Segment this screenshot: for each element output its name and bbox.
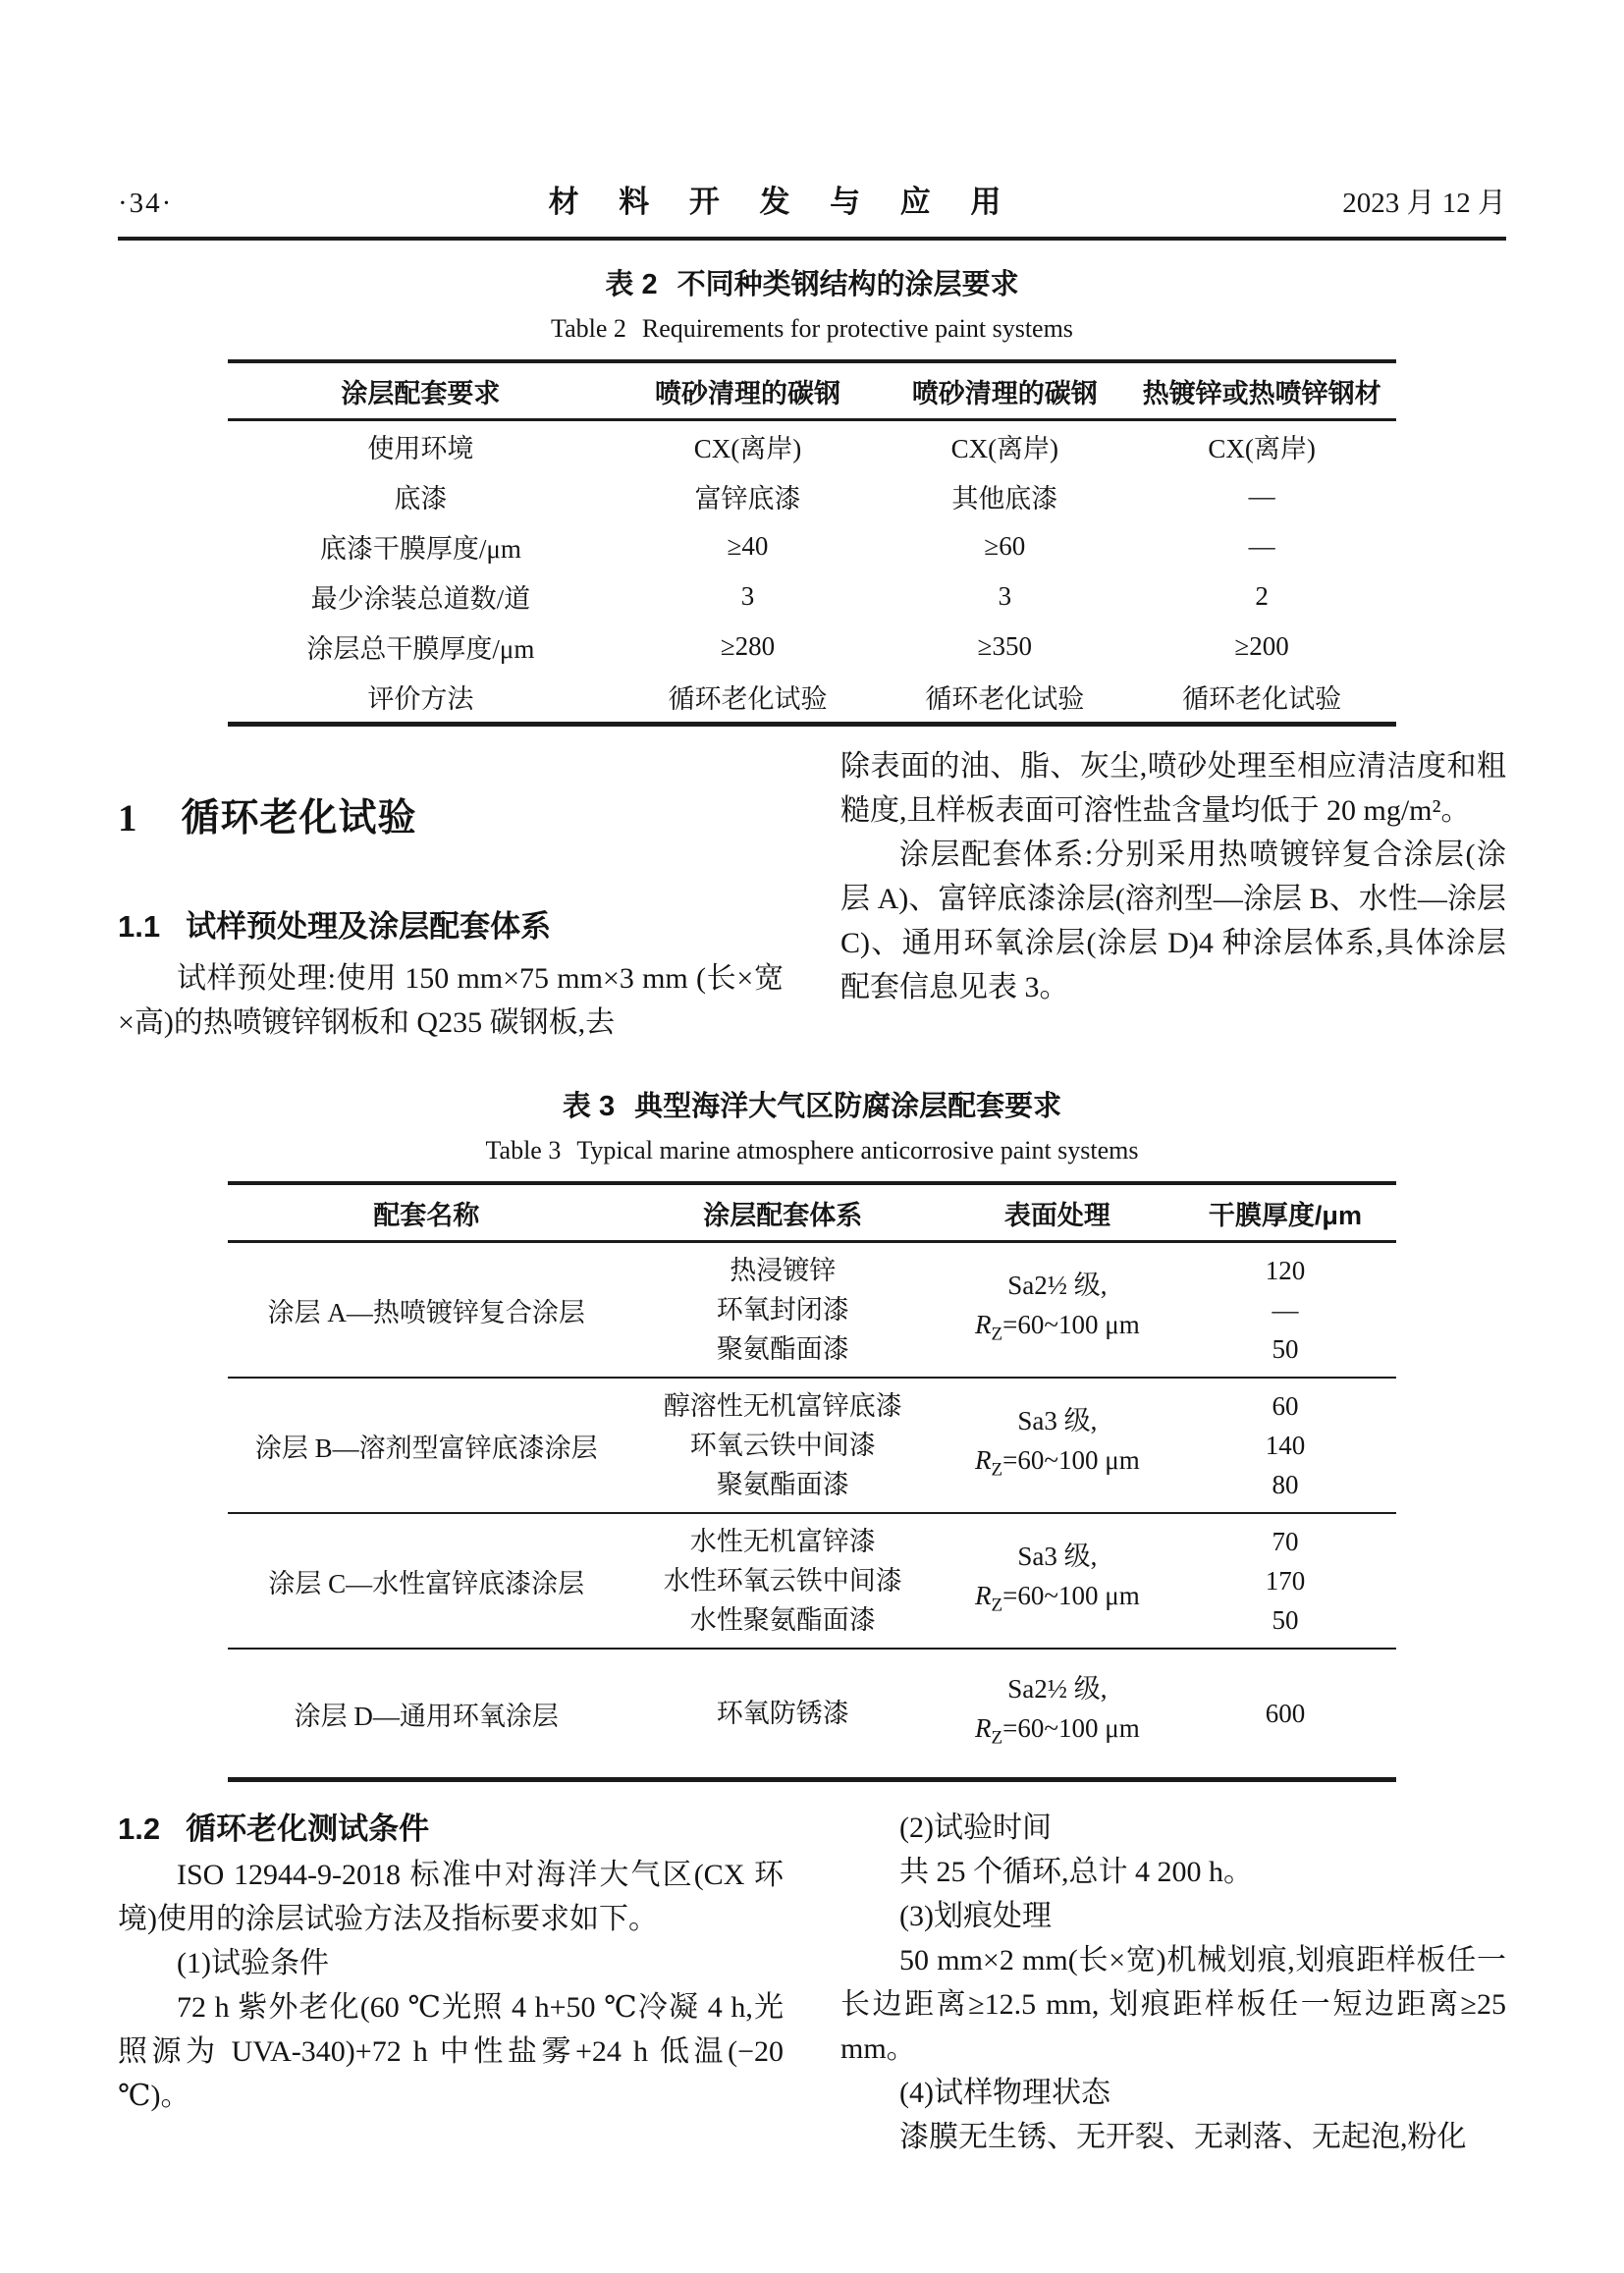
table2-header-cell: 喷砂清理的碳钢 xyxy=(882,361,1127,420)
table3-title-zh-text: 典型海洋大气区防腐涂层配套要求 xyxy=(634,1091,1062,1122)
lower-right-column xyxy=(840,1806,1506,2159)
thickness-cell xyxy=(1174,1378,1396,1513)
thickness-cell xyxy=(1174,1242,1396,1379)
table3-group-row xyxy=(228,1242,1396,1379)
section-1-2-heading xyxy=(118,1806,784,1853)
list-item: (4)试样物理状态 xyxy=(899,2077,1110,2109)
table3 xyxy=(228,1181,1396,1782)
surface-treatment-cell xyxy=(941,1649,1174,1780)
surface-treatment-cell xyxy=(941,1513,1174,1649)
section-1-1-heading xyxy=(118,903,784,950)
surface-treatment-cell xyxy=(941,1242,1174,1379)
section-1-1-number: 1.1 xyxy=(118,909,161,944)
coating-layer: 醇溶性无机富锌底漆 xyxy=(663,1391,902,1421)
paragraph: 试样预处理:使用 150 mm×75 mm×3 mm (长×宽×高)的热喷镀锌钢板和 Q235 碳钢板,去 xyxy=(118,962,784,1039)
table3-group-row xyxy=(228,1513,1396,1649)
table2-row xyxy=(228,471,1396,521)
table3-label-en: Table 3 xyxy=(485,1136,562,1164)
section-1-2-number: 1.2 xyxy=(118,1812,161,1846)
paragraph: 72 h 紫外老化(60 ℃光照 4 h+50 ℃冷凝 4 h,光照源为 UVA-340)+72 h 中性盐雾+24 h 低温(−20 ℃)。 xyxy=(118,1991,784,2112)
table2-cell: ≥280 xyxy=(720,631,776,661)
list-item: (3)划痕处理 xyxy=(899,1900,1052,1932)
thickness-value: 170 xyxy=(1265,1566,1306,1596)
surface-treatment-cell xyxy=(941,1378,1174,1513)
rz-subscript: Z xyxy=(991,1324,1003,1345)
table2-label-en: Table 2 xyxy=(551,314,626,343)
coatings-cell xyxy=(625,1242,941,1379)
page-number: ·34· xyxy=(118,188,174,219)
rz-value: =60~100 μm xyxy=(1002,1444,1140,1475)
rz-symbol: R xyxy=(975,1309,992,1339)
lower-columns xyxy=(118,1806,1506,2159)
roughness-spec xyxy=(941,1576,1174,1625)
rz-symbol: R xyxy=(975,1444,992,1475)
surface-grade: Sa3 级, xyxy=(1017,1405,1098,1435)
system-name-cell: 涂层 C—水性富锌底漆涂层 xyxy=(268,1568,585,1598)
coating-layer: 水性聚氨酯面漆 xyxy=(689,1605,876,1635)
coating-layer: 环氧防锈漆 xyxy=(716,1699,849,1728)
table2-cell: — xyxy=(1248,531,1275,561)
table2-row xyxy=(228,622,1396,672)
section-1-title: 循环老化试验 xyxy=(181,797,417,839)
table2-header-cell: 热镀锌或热喷锌钢材 xyxy=(1127,361,1396,420)
coating-layer: 环氧云铁中间漆 xyxy=(689,1431,876,1460)
thickness-value: 600 xyxy=(1265,1699,1306,1728)
table2-cell: 底漆干膜厚度/μm xyxy=(319,534,521,564)
header-rule xyxy=(118,237,1506,241)
upper-left-column xyxy=(118,744,784,1045)
table2-cell: CX(离岸) xyxy=(1208,434,1316,463)
rz-subscript: Z xyxy=(991,1595,1003,1616)
table3-title-en-text: Typical marine atmosphere anticorrosive paint systems xyxy=(576,1136,1139,1164)
roughness-spec xyxy=(941,1440,1174,1489)
thickness-value: 80 xyxy=(1272,1470,1299,1499)
table2-title-zh-text: 不同种类钢结构的涂层要求 xyxy=(677,269,1019,300)
table2-cell: 富锌底漆 xyxy=(694,484,801,514)
surface-grade: Sa2½ 级, xyxy=(1007,1673,1108,1704)
table2-row xyxy=(228,420,1396,472)
thickness-value: 140 xyxy=(1265,1431,1306,1460)
system-name-cell: 涂层 B—溶剂型富锌底漆涂层 xyxy=(254,1433,598,1463)
table3-group-row xyxy=(228,1649,1396,1780)
coating-layer: 聚氨酯面漆 xyxy=(716,1470,849,1499)
table2-cell: 2 xyxy=(1255,581,1269,611)
coating-layer: 水性环氧云铁中间漆 xyxy=(663,1566,902,1596)
table3-title-en xyxy=(118,1136,1506,1165)
roughness-spec xyxy=(941,1305,1174,1354)
system-name-cell: 涂层 A—热喷镀锌复合涂层 xyxy=(267,1297,585,1327)
thickness-value: 120 xyxy=(1265,1256,1306,1285)
coatings-cell xyxy=(625,1378,941,1513)
thickness-value: — xyxy=(1272,1295,1299,1325)
rz-subscript: Z xyxy=(991,1727,1003,1749)
list-item: (1)试验条件 xyxy=(177,1947,329,1979)
table2-cell: CX(离岸) xyxy=(693,434,802,463)
table2-title-en-text: Requirements for protective paint systems xyxy=(641,314,1073,343)
table2-cell: 最少涂装总道数/道 xyxy=(310,584,531,614)
rz-symbol: R xyxy=(975,1712,992,1743)
thickness-value: 50 xyxy=(1272,1334,1299,1364)
paragraph: 漆膜无生锈、无开裂、无剥落、无起泡,粉化 xyxy=(899,2121,1467,2153)
table2 xyxy=(228,359,1396,727)
coating-layer: 水性无机富锌漆 xyxy=(689,1527,876,1556)
thickness-cell xyxy=(1174,1649,1396,1780)
issue-date: 2023 月 12 月 xyxy=(1342,188,1506,219)
table2-cell: 循环老化试验 xyxy=(1182,684,1342,714)
rz-value: =60~100 μm xyxy=(1002,1309,1140,1339)
section-1-2-title: 循环老化测试条件 xyxy=(186,1812,430,1846)
table3-header-cell: 表面处理 xyxy=(941,1183,1174,1242)
table2-header-cell: 喷砂清理的碳钢 xyxy=(614,361,883,420)
table3-label-zh: 表 3 xyxy=(562,1091,616,1122)
table2-cell: 循环老化试验 xyxy=(925,684,1085,714)
surface-grade: Sa3 级, xyxy=(1017,1541,1098,1571)
upper-columns xyxy=(118,744,1506,1045)
list-item: (2)试验时间 xyxy=(899,1812,1052,1844)
coatings-cell xyxy=(625,1649,941,1780)
roughness-spec xyxy=(941,1708,1174,1758)
thickness-value: 50 xyxy=(1272,1605,1299,1635)
thickness-value: 60 xyxy=(1272,1391,1299,1421)
table2-cell: ≥350 xyxy=(977,631,1032,661)
table2-cell: 底漆 xyxy=(394,484,448,514)
table3-header-row xyxy=(228,1183,1396,1242)
paragraph: 除表面的油、脂、灰尘,喷砂处理至相应清洁度和粗糙度,且样板表面可溶性盐含量均低于 20 mg/m²。 xyxy=(840,750,1506,827)
section-1-heading xyxy=(118,795,784,842)
coating-layer: 聚氨酯面漆 xyxy=(716,1334,849,1364)
section-1-1-title: 试样预处理及涂层配套体系 xyxy=(186,909,552,944)
table2-title-zh xyxy=(118,262,1506,302)
paragraph: 共 25 个循环,总计 4 200 h。 xyxy=(899,1856,1253,1888)
table3-header-cell: 干膜厚度/μm xyxy=(1174,1183,1396,1242)
rz-symbol: R xyxy=(975,1580,992,1610)
table2-header-cell: 涂层配套要求 xyxy=(228,361,614,420)
table2-row xyxy=(228,571,1396,622)
table3-group-row xyxy=(228,1378,1396,1513)
rz-value: =60~100 μm xyxy=(1002,1580,1140,1610)
table2-cell: ≥200 xyxy=(1234,631,1289,661)
table2-cell: ≥40 xyxy=(727,531,769,561)
table2-cell: — xyxy=(1248,481,1275,511)
surface-grade: Sa2½ 级, xyxy=(1007,1270,1108,1300)
rz-value: =60~100 μm xyxy=(1002,1712,1140,1743)
table3-header-cell: 涂层配套体系 xyxy=(625,1183,941,1242)
table2-cell: CX(离岸) xyxy=(950,434,1059,463)
table2-cell: 循环老化试验 xyxy=(668,684,828,714)
table2-title-en xyxy=(118,314,1506,344)
table2-cell: 3 xyxy=(998,581,1012,611)
table2-row xyxy=(228,672,1396,725)
paragraph: ISO 12944-9-2018 标准中对海洋大气区(CX 环境)使用的涂层试验方法及指标要求如下。 xyxy=(118,1859,784,1935)
coating-layer: 热浸镀锌 xyxy=(730,1256,837,1285)
thickness-value: 70 xyxy=(1272,1527,1299,1556)
table2-cell: 其他底漆 xyxy=(951,484,1058,514)
table2-cell: 3 xyxy=(740,581,755,611)
table2-cell: 涂层总干膜厚度/μm xyxy=(306,634,535,664)
page-header xyxy=(118,177,1506,221)
paragraph: 50 mm×2 mm(长×宽)机械划痕,划痕距样板任一长边距离≥12.5 mm, 划痕距样板任一短边距离≥25 mm。 xyxy=(840,1944,1506,2065)
coating-layer: 环氧封闭漆 xyxy=(716,1295,849,1325)
table2-cell: 使用环境 xyxy=(367,434,474,463)
table2-header-row xyxy=(228,361,1396,420)
table3-header-cell: 配套名称 xyxy=(228,1183,625,1242)
rz-subscript: Z xyxy=(991,1459,1003,1481)
system-name-cell: 涂层 D—通用环氧涂层 xyxy=(294,1701,559,1731)
upper-right-column xyxy=(840,744,1506,1045)
section-1-number: 1 xyxy=(118,797,138,839)
table2-cell: ≥60 xyxy=(984,531,1026,561)
table2-row xyxy=(228,521,1396,571)
coatings-cell xyxy=(625,1513,941,1649)
lower-left-column xyxy=(118,1806,784,2159)
paragraph: 涂层配套体系:分别采用热喷镀锌复合涂层(涂层 A)、富锌底漆涂层(溶剂型—涂层 B、水性—涂层 C)、通用环氧涂层(涂层 D)4 种涂层体系,具体涂层配套信息见表 3。 xyxy=(840,839,1506,1003)
table2-label-zh: 表 2 xyxy=(605,269,658,300)
journal-title: 材 料 开 发 与 应 用 xyxy=(548,185,1017,219)
thickness-cell xyxy=(1174,1513,1396,1649)
table2-cell: 评价方法 xyxy=(367,684,474,714)
table3-title-zh xyxy=(118,1084,1506,1124)
